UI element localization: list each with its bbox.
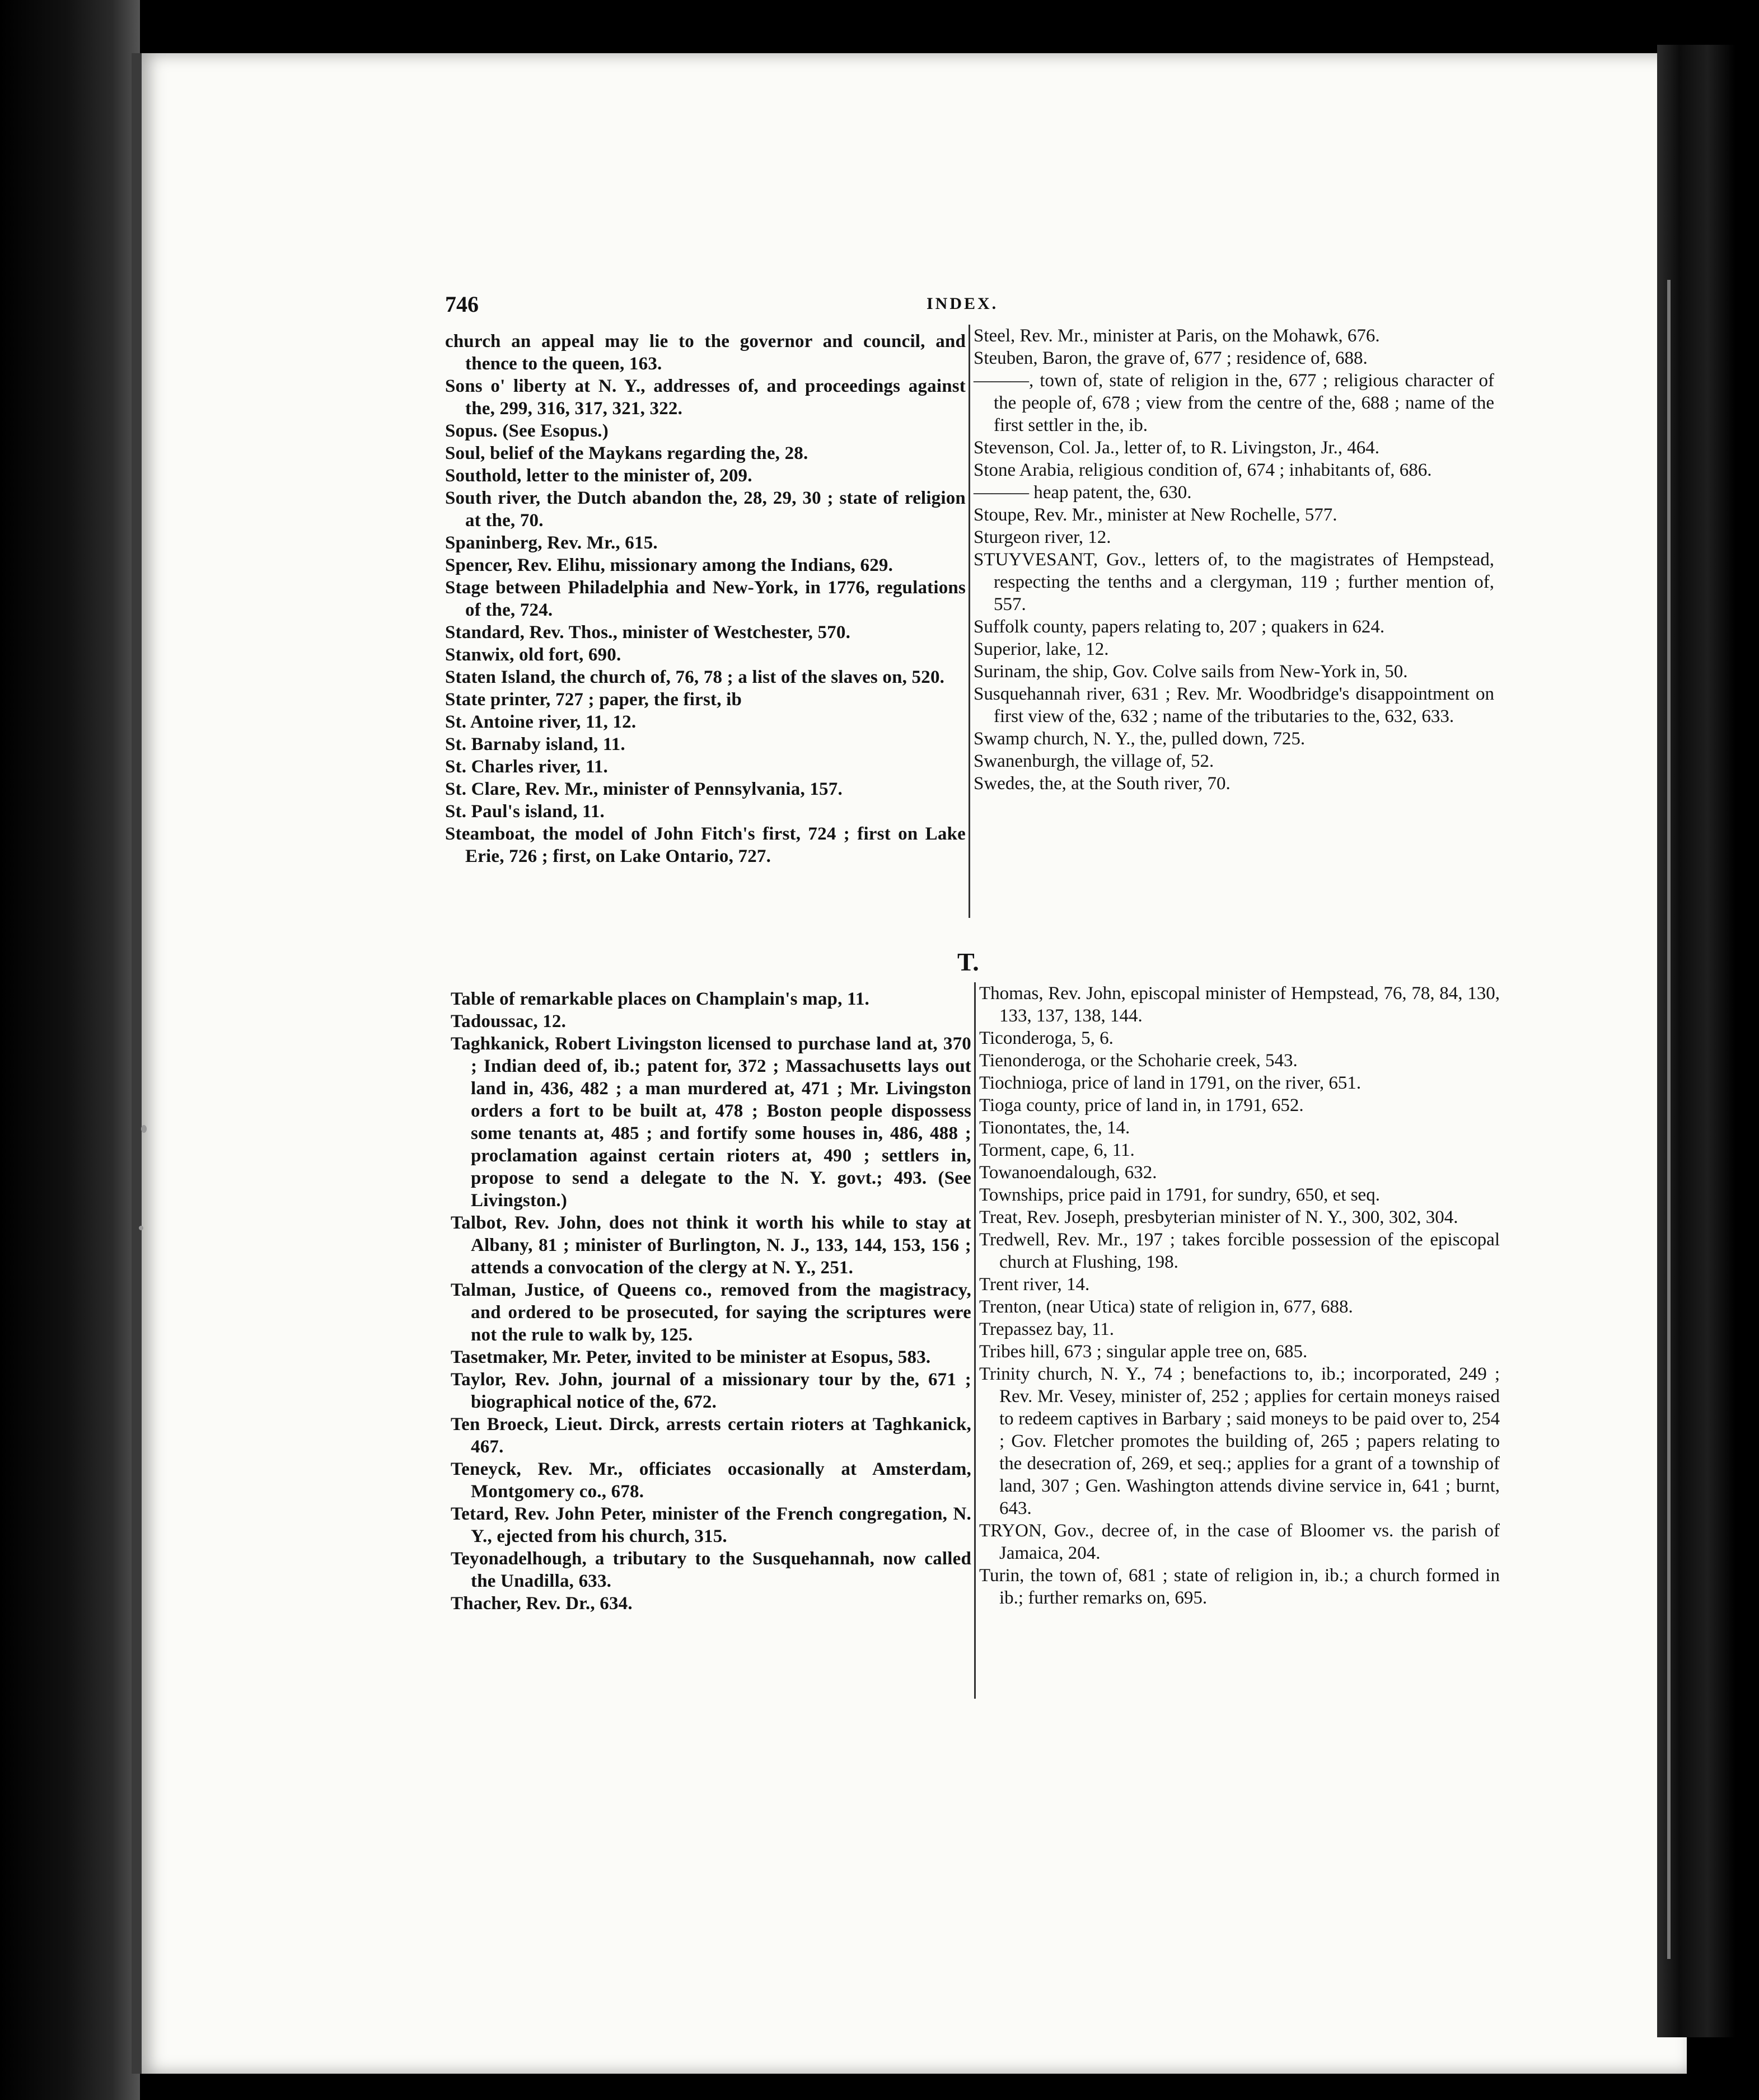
index-entry: Stanwix, old fort, 690. — [445, 645, 621, 665]
index-entry: Teneyck, Rev. Mr., officiates occasionally at Amsterdam, Montgomery co., 678. — [451, 1459, 971, 1502]
index-entry: Sons o' liberty at N. Y., addresses of, and proceedings against the, 299, 316, 317, 321, 322. — [445, 376, 966, 419]
index-entry: Trent river, 14. — [979, 1274, 1090, 1295]
s-entries-left-column — [445, 330, 966, 868]
scan-left-edge — [0, 0, 140, 2100]
index-entry: Taghkanick, Robert Livingston licensed to purchase land at, 370 ; Indian deed of, ib.; patent for, 372 ; Massachusetts lays out land in, 436, 482 ; a man murdered at, 471 ; Mr. Livingston orders a fort to be built at, 478 ; Boston people dispossess some tenants at, 485 ; and fortify some houses in, 486, 488 ; proclamation against certain rioters at, 490 ; settlers in, propose to send a delegate to the N. Y. govt.; 493. (See Livingston.) — [451, 1034, 971, 1211]
index-entry: TRYON, Gov., decree of, in the case of Bloomer vs. the parish of Jamaica, 204. — [979, 1521, 1500, 1563]
index-entry: Thacher, Rev. Dr., 634. — [451, 1593, 633, 1614]
index-entry: ———, town of, state of religion in the, 677 ; religious character of the people of, 678 ; view from the centre of the, 688 ; name of the first settler in the, ib. — [974, 371, 1494, 435]
index-entry: Tionontates, the, 14. — [979, 1118, 1130, 1138]
index-entry: Swamp church, N. Y., the, pulled down, 725. — [974, 729, 1306, 749]
index-entry: Tribes hill, 673 ; singular apple tree on, 685. — [979, 1342, 1308, 1362]
index-entry: Trepassez bay, 11. — [979, 1319, 1115, 1339]
index-entry: Towanoendalough, 632. — [979, 1162, 1157, 1183]
index-entry: Thomas, Rev. John, episcopal minister of Hempstead, 76, 78, 84, 130, 133, 137, 138, 144. — [979, 983, 1500, 1026]
index-entry: St. Paul's island, 11. — [445, 801, 605, 822]
index-entry: Stevenson, Col. Ja., letter of, to R. Livingston, Jr., 464. — [974, 438, 1380, 458]
scan-speck — [139, 1226, 143, 1230]
index-entry: STUYVESANT, Gov., letters of, to the magistrates of Hempstead, respecting the tenths and a clergyman, 119 ; further mention of, 557. — [974, 550, 1494, 615]
running-head: INDEX. — [927, 294, 999, 313]
index-entry: Stone Arabia, religious condition of, 674 ; inhabitants of, 686. — [974, 460, 1432, 480]
t-entries-left-column — [451, 988, 971, 1615]
index-entry: ——— heap patent, the, 630. — [974, 482, 1192, 503]
index-entry: Tadoussac, 12. — [451, 1011, 567, 1032]
index-entry: Tienonderoga, or the Schoharie creek, 543. — [979, 1051, 1298, 1071]
scan-speck — [141, 1125, 147, 1133]
index-entry: St. Barnaby island, 11. — [445, 734, 625, 754]
index-entry: Staten Island, the church of, 76, 78 ; a list of the slaves on, 520. — [445, 667, 945, 687]
index-entry: Treat, Rev. Joseph, presbyterian minister of N. Y., 300, 302, 304. — [979, 1207, 1458, 1227]
index-entry: Tetard, Rev. John Peter, minister of the French congregation, N. Y., ejected from his church, 315. — [451, 1504, 971, 1546]
index-entry: Taylor, Rev. John, journal of a missionary tour by the, 671 ; biographical notice of the, 672. — [451, 1370, 971, 1412]
t-entries-right-column — [974, 982, 1500, 1699]
index-entry: South river, the Dutch abandon the, 28, 29, 30 ; state of religion at the, 70. — [445, 488, 966, 531]
index-entry: Talman, Justice, of Queens co., removed from the magistracy, and ordered to be prosecuted, for saying the scriptures were not the rule to walk by, 125. — [451, 1280, 971, 1345]
index-entry: Steamboat, the model of John Fitch's first, 724 ; first on Lake Erie, 726 ; first, on Lake Ontario, 727. — [445, 824, 966, 866]
index-entry: Standard, Rev. Thos., minister of Westchester, 570. — [445, 622, 851, 643]
index-entry: Table of remarkable places on Champlain's map, 11. — [451, 989, 870, 1009]
index-entry: Steuben, Baron, the grave of, 677 ; residence of, 688. — [974, 348, 1368, 368]
index-entry: Ten Broeck, Lieut. Dirck, arrests certain rioters at Taghkanick, 467. — [451, 1414, 971, 1457]
index-entry: Tiochniogа, price of land in 1791, on the river, 651. — [979, 1073, 1362, 1093]
index-entry: Swedes, the, at the South river, 70. — [974, 774, 1231, 794]
section-heading-t: T. — [957, 948, 979, 976]
index-entry: Talbot, Rev. John, does not think it worth his while to stay at Albany, 81 ; minister of Burlington, N. J., 133, 144, 153, 156 ; attends a convocation of the clergy at N. Y., 251. — [451, 1213, 971, 1278]
index-entry: Susquehannah river, 631 ; Rev. Mr. Woodbridge's disappointment on first view of the, 632 ; name of the tributaries to the, 632, 633. — [974, 684, 1494, 726]
index-entry: Trenton, (near Utica) state of religion in, 677, 688. — [979, 1297, 1353, 1317]
index-entry: Tioga county, price of land in, in 1791, 652. — [979, 1095, 1304, 1115]
index-entry: Soul, belief of the Maykans regarding the, 28. — [445, 443, 808, 463]
index-entry: church an appeal may lie to the governor and council, and thence to the queen, 163. — [445, 331, 966, 374]
index-entry: Spencer, Rev. Elihu, missionary among the Indians, 629. — [445, 555, 893, 575]
index-entry: Tredwell, Rev. Mr., 197 ; takes forcible possession of the episcopal church at Flushing, 198. — [979, 1230, 1500, 1272]
index-entry: Steel, Rev. Mr., minister at Paris, on the Mohawk, 676. — [974, 326, 1380, 346]
s-entries-right-column — [969, 325, 1494, 918]
index-entry: Tasetmaker, Mr. Peter, invited to be minister at Esopus, 583. — [451, 1347, 931, 1367]
index-entry: Torment, cape, 6, 11. — [979, 1140, 1135, 1160]
index-entry: Ticonderoga, 5, 6. — [979, 1028, 1114, 1048]
index-entry: Stage between Philadelphia and New-York, in 1776, regulations of the, 724. — [445, 578, 966, 620]
index-entry: St. Antoine river, 11, 12. — [445, 712, 637, 732]
page-number: 746 — [445, 292, 479, 317]
index-entry: Spaninberg, Rev. Mr., 615. — [445, 533, 658, 553]
index-entry: Superior, lake, 12. — [974, 639, 1109, 659]
page-header — [445, 291, 1503, 325]
index-entry: Teyonadelhough, a tributary to the Susquehannah, now called the Unadilla, 633. — [451, 1549, 971, 1591]
index-entry: Swanenburgh, the village of, 52. — [974, 751, 1214, 771]
index-entry: St. Charles river, 11. — [445, 757, 608, 777]
index-entry: Townships, price paid in 1791, for sundry, 650, et seq. — [979, 1185, 1380, 1205]
index-entry: Stoupe, Rev. Mr., minister at New Rochelle, 577. — [974, 505, 1337, 525]
index-entry: State printer, 727 ; paper, the first, ib — [445, 690, 742, 710]
page-gutter-line — [1667, 280, 1671, 1959]
index-entry: Turin, the town of, 681 ; state of religion in, ib.; a church formed in ib.; further remarks on, 695. — [979, 1565, 1500, 1608]
index-entry: Southold, letter to the minister of, 209. — [445, 466, 752, 486]
index-entry: Suffolk county, papers relating to, 207 ; quakers in 624. — [974, 617, 1385, 637]
index-entry: Sopus. (See Esopus.) — [445, 421, 609, 441]
index-entry: Sturgeon river, 12. — [974, 527, 1111, 547]
index-entry: Trinity church, N. Y., 74 ; benefactions to, ib.; incorporated, 249 ; Rev. Mr. Vesey, minister of, 252 ; applies for certain moneys raised to redeem captives in Barbary ; said moneys to be paid over to, 254 ; Gov. Fletcher promotes the building of, 265 ; papers relating to the desecration of, 269, et seq.; applies for a grant of a township of land, 307 ; Gen. Washington attends divine service in, 641 ; burnt, 643. — [979, 1364, 1500, 1518]
index-entry: St. Clare, Rev. Mr., minister of Pennsylvania, 157. — [445, 779, 843, 799]
index-entry: Surinam, the ship, Gov. Colve sails from New-York in, 50. — [974, 662, 1408, 682]
